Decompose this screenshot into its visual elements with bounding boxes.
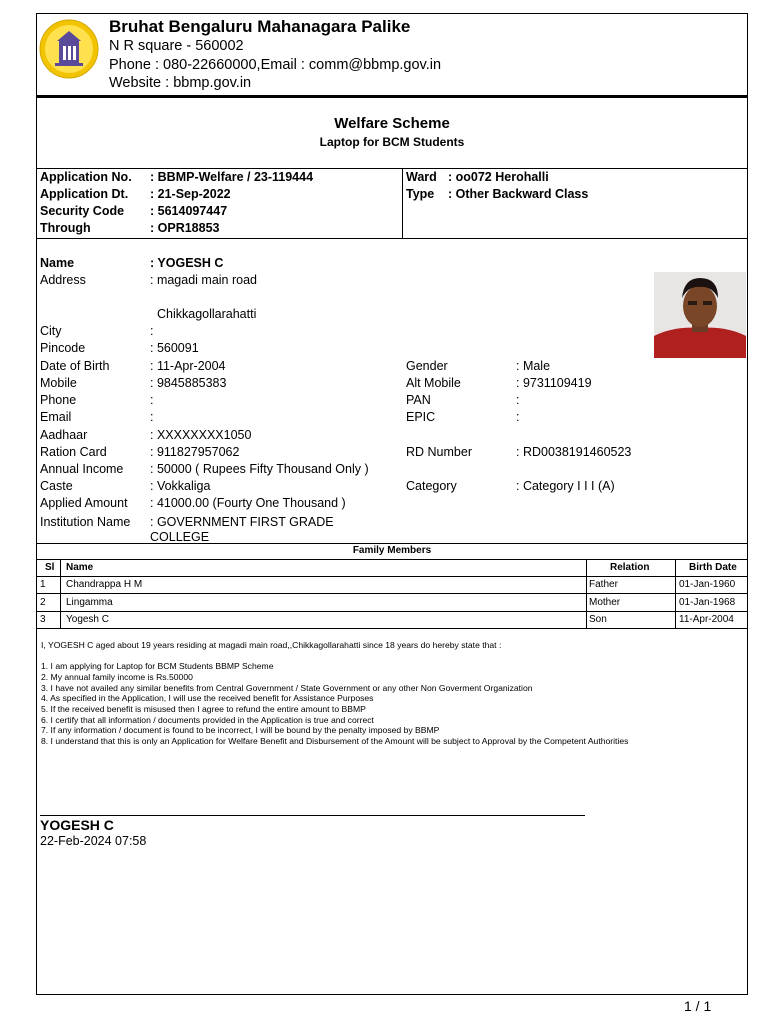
address-line2: Chikkagollarahatti: [157, 307, 257, 321]
family-members-title: Family Members: [352, 545, 432, 556]
application-date-value: : 21-Sep-2022: [150, 187, 231, 201]
epic-label: EPIC: [406, 410, 436, 424]
dob-label: Date of Birth: [40, 359, 110, 373]
category-label: Category: [406, 479, 457, 493]
declaration-item: 7. If any information / document is found to be incorrect, I will be bound by the penalty imposed by BBMP: [41, 725, 440, 735]
divider: [37, 168, 747, 169]
declaration-item: 4. As specified in the Application, I will use the received benefit for Assistance Purposes: [41, 693, 374, 703]
annual-income-value: : 50000 ( Rupees Fifty Thousand Only ): [150, 462, 369, 476]
family-row-1-birth-date: 01-Jan-1960: [679, 579, 736, 590]
scheme-subtitle: Laptop for BCM Students: [319, 135, 465, 149]
alt-mobile-value: : 9731109419: [516, 376, 592, 390]
phone-label: Phone: [40, 393, 77, 407]
declaration-item: 3. I have not availed any similar benefits from Central Government / State Government or any other Non Goverment Organization: [41, 683, 533, 693]
family-header-relation: Relation: [610, 562, 650, 573]
divider: [37, 611, 747, 612]
city-label: City: [40, 324, 62, 338]
divider: [37, 593, 747, 594]
epic-value: :: [516, 410, 520, 424]
address-line1: : magadi main road: [150, 273, 258, 287]
security-code-value: : 5614097447: [150, 204, 228, 218]
declaration-intro: I, YOGESH C aged about 19 years residing at magadi main road,,Chikkagollarahatti since 18 years do hereby state that :: [41, 640, 502, 650]
caste-value: : Vokkaliga: [150, 479, 211, 493]
signature-line: [40, 815, 585, 816]
aadhaar-value: : XXXXXXXX1050: [150, 428, 252, 442]
family-row-2-birth-date: 01-Jan-1968: [679, 597, 736, 608]
family-row-2-name: Lingamma: [66, 597, 113, 608]
divider: [37, 628, 747, 629]
pincode-value: : 560091: [150, 341, 199, 355]
mobile-value: : 9845885383: [150, 376, 227, 390]
page-number: 1 / 1: [684, 998, 712, 1014]
org-contact: Phone : 080-22660000,Email : comm@bbmp.gov.in: [109, 57, 442, 73]
family-row-2-sl: 2: [40, 597, 46, 608]
through-label: Through: [40, 221, 91, 235]
bbmp-emblem-icon: [39, 19, 99, 79]
declaration-item: 2. My annual family income is Rs.50000: [41, 672, 193, 682]
family-header-sl: Sl: [45, 562, 55, 573]
signature-datetime: 22-Feb-2024 07:58: [40, 834, 147, 848]
pan-label: PAN: [406, 393, 431, 407]
declaration-item: 5. If the received benefit is misused then I agree to refund the entire amount to BBMP: [41, 704, 366, 714]
family-row-1-relation: Father: [589, 579, 618, 590]
family-row-3-relation: Son: [589, 614, 607, 625]
org-name: Bruhat Bengaluru Mahanagara Palike: [109, 17, 411, 36]
scheme-title: Welfare Scheme: [334, 115, 450, 132]
application-no-label: Application No.: [40, 170, 132, 184]
institution-line1: : GOVERNMENT FIRST GRADE: [150, 515, 334, 529]
declaration-item: 1. I am applying for Laptop for BCM Students BBMP Scheme: [41, 661, 274, 671]
org-address: N R square - 560002: [109, 38, 244, 54]
header-divider: [37, 95, 747, 98]
divider: [37, 559, 747, 560]
rd-number-label: RD Number: [406, 445, 472, 459]
divider: [37, 576, 747, 577]
divider: [37, 238, 747, 239]
divider: [586, 559, 587, 628]
dob-value: : 11-Apr-2004: [150, 359, 226, 373]
family-header-birth-date: Birth Date: [689, 562, 737, 573]
gender-value: : Male: [516, 359, 551, 373]
rd-number-value: : RD0038191460523: [516, 445, 632, 459]
type-value: : Other Backward Class: [448, 187, 589, 201]
gender-label: Gender: [406, 359, 448, 373]
email-label: Email: [40, 410, 72, 424]
family-row-3-name: Yogesh C: [66, 614, 109, 625]
security-code-label: Security Code: [40, 204, 125, 218]
alt-mobile-label: Alt Mobile: [406, 376, 461, 390]
aadhaar-label: Aadhaar: [40, 428, 88, 442]
family-row-3-sl: 3: [40, 614, 46, 625]
signatory-name: YOGESH C: [40, 817, 114, 833]
category-value: : Category I I I (A): [516, 479, 615, 493]
family-row-1-sl: 1: [40, 579, 46, 590]
ration-card-value: : 911827957062: [150, 445, 240, 459]
applied-amount-value: : 41000.00 (Fourty One Thousand ): [150, 496, 346, 510]
declaration-item: 6. I certify that all information / documents provided in the Application is true and correct: [41, 715, 374, 725]
application-no-value: : BBMP-Welfare / 23-119444: [150, 170, 314, 184]
address-label: Address: [40, 273, 86, 287]
pincode-label: Pincode: [40, 341, 86, 355]
family-row-2-relation: Mother: [589, 597, 621, 608]
family-row-1-name: Chandrappa H M: [66, 579, 143, 590]
pan-value: :: [516, 393, 520, 407]
ward-label: Ward: [406, 170, 437, 184]
email-value: :: [150, 410, 154, 424]
applied-amount-label: Applied Amount: [40, 496, 128, 510]
type-label: Type: [406, 187, 435, 201]
ration-card-label: Ration Card: [40, 445, 107, 459]
phone-value: :: [150, 393, 154, 407]
institution-line2: COLLEGE: [150, 530, 210, 544]
family-row-3-birth-date: 11-Apr-2004: [679, 614, 734, 625]
ward-value: : oo072 Herohalli: [448, 170, 549, 184]
through-value: : OPR18853: [150, 221, 220, 235]
declaration-item: 8. I understand that this is only an Application for Welfare Benefit and Disbursement of the Amount will be subject to Approval by the Competent Authorities: [41, 736, 629, 746]
annual-income-label: Annual Income: [40, 462, 124, 476]
application-date-label: Application Dt.: [40, 187, 129, 201]
divider: [675, 559, 676, 628]
family-header-name: Name: [66, 562, 94, 573]
name-label: Name: [40, 256, 75, 270]
applicant-photo: [654, 272, 746, 358]
mobile-label: Mobile: [40, 376, 77, 390]
city-value: :: [150, 324, 154, 338]
divider: [402, 168, 403, 238]
org-website: Website : bbmp.gov.in: [109, 75, 252, 91]
caste-label: Caste: [40, 479, 73, 493]
application-form: [36, 13, 748, 995]
name-value: : YOGESH C: [150, 256, 224, 270]
divider: [60, 559, 61, 628]
institution-label: Institution Name: [40, 515, 131, 529]
